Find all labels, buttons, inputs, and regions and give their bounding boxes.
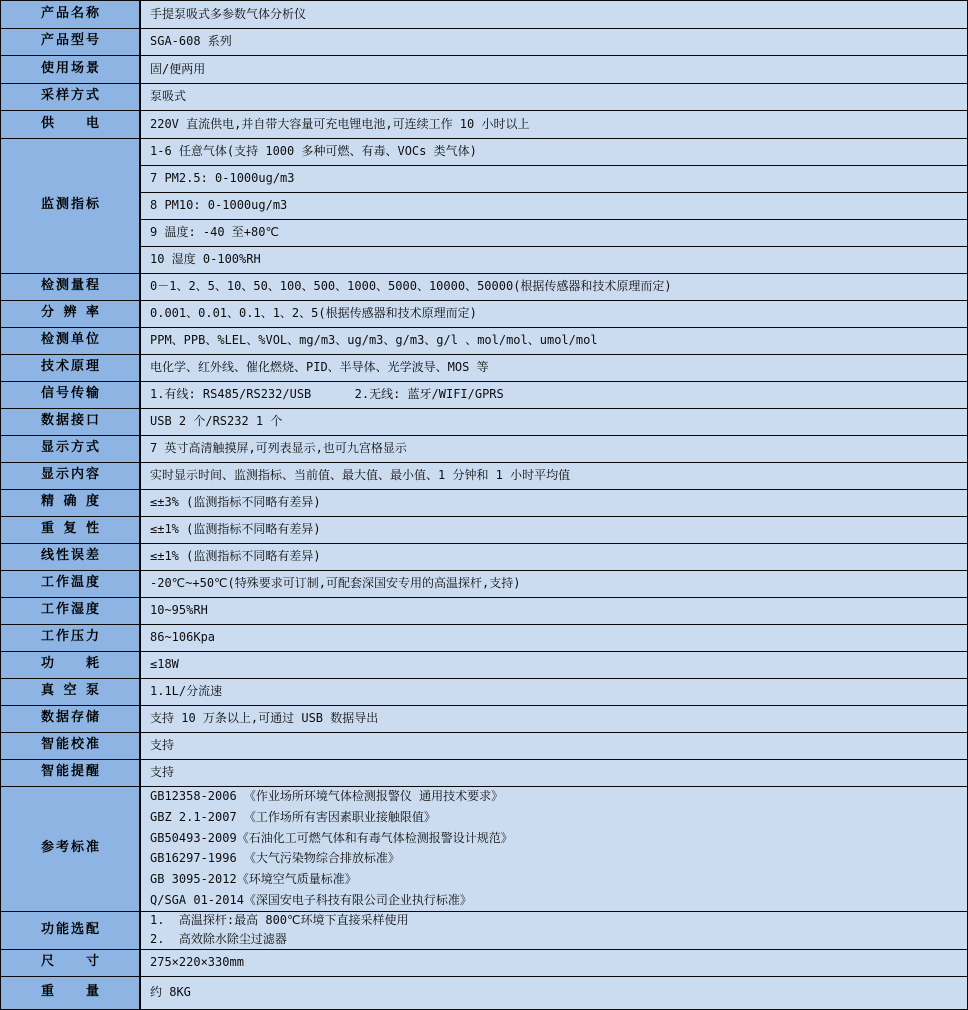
spec-value-cell	[141, 382, 967, 408]
spec-label: 数据接口	[41, 413, 99, 429]
spec-label: 使用场景	[41, 60, 99, 76]
spec-label-cell	[1, 274, 141, 300]
table-row	[1, 355, 967, 382]
spec-label-cell	[1, 950, 141, 976]
table-row	[1, 517, 967, 544]
spec-value: 10~95%RH	[150, 603, 208, 617]
spec-label: 真空泵	[41, 683, 99, 699]
table-row	[1, 29, 967, 57]
spec-label-cell	[1, 301, 141, 327]
spec-value: 1. 高温探杆:最高 800℃环境下直接采样使用	[150, 913, 409, 928]
spec-value-line	[141, 1, 967, 28]
spec-label: 数据存储	[41, 710, 99, 726]
table-row	[1, 544, 967, 571]
spec-value: 7 英寸高清触摸屏,可列表显示,也可九宫格显示	[150, 441, 407, 455]
table-row	[1, 760, 967, 787]
spec-value-line	[141, 111, 967, 138]
spec-value-line	[141, 890, 967, 911]
spec-label-cell	[1, 463, 141, 489]
spec-value-cell	[141, 679, 967, 705]
table-row	[1, 463, 967, 490]
spec-label-cell	[1, 733, 141, 759]
table-row	[1, 733, 967, 760]
spec-value-line	[141, 29, 967, 56]
spec-value-line	[141, 165, 967, 192]
table-row	[1, 950, 967, 977]
spec-value-cell	[141, 274, 967, 300]
spec-value: 8 PM10: 0-1000ug/m3	[150, 198, 288, 212]
spec-value: 0－1、2、5、10、50、100、500、1000、5000、10000、50000(根据传感器和技术原理而定)	[150, 279, 672, 293]
spec-label-cell	[1, 912, 141, 949]
spec-label: 显示方式	[41, 440, 99, 456]
spec-value: 电化学、红外线、催化燃烧、PID、半导体、光学波导、MOS 等	[150, 360, 489, 374]
spec-value-line	[141, 301, 967, 327]
spec-value-cell	[141, 56, 967, 83]
spec-value-cell	[141, 977, 967, 1010]
spec-value-cell	[141, 463, 967, 489]
spec-value: ≤±1% (监测指标不同略有差异)	[150, 549, 321, 563]
spec-value: 支持	[150, 765, 175, 779]
table-row	[1, 84, 967, 112]
spec-value: 支持	[150, 738, 175, 752]
spec-value-line	[141, 56, 967, 83]
spec-value: 支持 10 万条以上,可通过 USB 数据导出	[150, 711, 379, 725]
spec-value-cell	[141, 111, 967, 138]
spec-label: 监测指标	[41, 197, 99, 213]
spec-value: ≤±1% (监测指标不同略有差异)	[150, 522, 321, 536]
spec-value-line	[141, 733, 967, 759]
spec-label: 参考标准	[41, 840, 99, 856]
table-row	[1, 301, 967, 328]
table-row	[1, 436, 967, 463]
spec-label: 显示内容	[41, 467, 99, 483]
table-row	[1, 598, 967, 625]
spec-value: 2. 高效除水除尘过滤器	[150, 931, 287, 946]
spec-value-line	[141, 930, 967, 949]
spec-label: 采样方式	[41, 88, 99, 104]
table-row	[1, 912, 967, 950]
spec-value-cell	[141, 301, 967, 327]
table-row	[1, 111, 967, 139]
spec-value-cell	[141, 1, 967, 28]
spec-value-line	[141, 849, 967, 870]
spec-value: 1.1L/分流速	[150, 684, 223, 698]
spec-value-line	[141, 652, 967, 678]
spec-value-line	[141, 706, 967, 732]
spec-value: GB 3095-2012《环境空气质量标准》	[150, 872, 357, 887]
spec-label-cell	[1, 652, 141, 678]
spec-value-line	[141, 328, 967, 354]
spec-label: 尺寸	[41, 954, 99, 970]
table-row	[1, 1, 967, 29]
table-row	[1, 409, 967, 436]
spec-label: 工作湿度	[41, 602, 99, 618]
spec-value-line	[141, 869, 967, 890]
spec-value-line	[141, 192, 967, 219]
spec-label: 智能校准	[41, 737, 99, 753]
spec-value-cell	[141, 355, 967, 381]
spec-label: 智能提醒	[41, 764, 99, 780]
spec-value-cell	[141, 787, 967, 911]
spec-value: 9 温度: -40 至+80℃	[150, 225, 279, 239]
spec-value: 手提泵吸式多参数气体分析仪	[150, 6, 307, 21]
table-row	[1, 382, 967, 409]
spec-value: GB16297-1996 《大气污染物综合排放标准》	[150, 851, 400, 866]
spec-value: SGA-608 系列	[150, 34, 232, 49]
spec-value-cell	[141, 598, 967, 624]
spec-label-cell	[1, 977, 141, 1010]
spec-value-cell	[141, 625, 967, 651]
spec-value: ≤±3% (监测指标不同略有差异)	[150, 495, 321, 509]
spec-label: 供电	[41, 115, 99, 131]
spec-label-cell	[1, 29, 141, 56]
spec-value: 10 湿度 0-100%RH	[150, 252, 261, 266]
table-row	[1, 274, 967, 301]
spec-value: 220V 直流供电,并自带大容量可充电锂电池,可连续工作 10 小时以上	[150, 116, 530, 131]
spec-label-cell	[1, 139, 141, 273]
spec-label: 产品型号	[41, 33, 99, 49]
spec-value-cell	[141, 84, 967, 111]
spec-value-cell	[141, 760, 967, 786]
spec-value-cell	[141, 29, 967, 56]
spec-label-cell	[1, 328, 141, 354]
table-row	[1, 490, 967, 517]
table-row	[1, 977, 967, 1010]
spec-value-line	[141, 355, 967, 381]
spec-value-cell	[141, 409, 967, 435]
spec-value-line	[141, 463, 967, 489]
spec-value-cell	[141, 706, 967, 732]
spec-label-cell	[1, 84, 141, 111]
spec-label-cell	[1, 544, 141, 570]
spec-label: 重量	[41, 984, 99, 1000]
spec-label: 工作压力	[41, 629, 99, 645]
spec-label-cell	[1, 760, 141, 786]
spec-value: 86~106Kpa	[150, 630, 216, 644]
spec-label-cell	[1, 56, 141, 83]
spec-value-line	[141, 274, 967, 300]
spec-label-cell	[1, 625, 141, 651]
spec-label-cell	[1, 111, 141, 138]
spec-label-cell	[1, 679, 141, 705]
spec-label: 技术原理	[41, 359, 99, 375]
spec-label: 重复性	[41, 521, 99, 537]
table-row	[1, 56, 967, 84]
spec-value-line	[141, 436, 967, 462]
spec-value: GB50493-2009《石油化工可燃气体和有毒气体检测报警设计规范》	[150, 830, 513, 845]
spec-value: 泵吸式	[150, 89, 187, 104]
spec-label-cell	[1, 706, 141, 732]
spec-value-line	[141, 382, 967, 408]
spec-value-line	[141, 760, 967, 786]
table-row	[1, 139, 967, 274]
spec-label: 功耗	[41, 656, 99, 672]
spec-label: 信号传输	[41, 386, 99, 402]
spec-label: 检测单位	[41, 332, 99, 348]
spec-label-cell	[1, 355, 141, 381]
spec-value-cell	[141, 436, 967, 462]
spec-value: 实时显示时间、监测指标、当前值、最大值、最小值、1 分钟和 1 小时平均值	[150, 468, 571, 482]
spec-value-cell	[141, 490, 967, 516]
spec-value-line	[141, 571, 967, 597]
table-row	[1, 679, 967, 706]
spec-value: 约 8KG	[150, 985, 191, 1000]
spec-label: 线性误差	[41, 548, 99, 564]
spec-value-cell	[141, 652, 967, 678]
spec-value: 0.001、0.01、0.1、1、2、5(根据传感器和技术原理而定)	[150, 306, 477, 320]
spec-value-cell	[141, 328, 967, 354]
spec-value-cell	[141, 544, 967, 570]
spec-value: PPM、PPB、%LEL、%VOL、mg/m3、ug/m3、g/m3、g/l 、mol/mol、umol/mol	[150, 333, 598, 347]
spec-label: 工作温度	[41, 575, 99, 591]
spec-value: USB 2 个/RS232 1 个	[150, 414, 283, 428]
spec-label-cell	[1, 571, 141, 597]
spec-value: -20℃~+50℃(特殊要求可订制,可配套深国安专用的高温探杆,支持)	[150, 576, 521, 590]
spec-label-cell	[1, 409, 141, 435]
spec-value-line	[141, 598, 967, 624]
spec-value-line	[141, 977, 967, 1010]
table-row	[1, 625, 967, 652]
spec-label: 精确度	[41, 494, 99, 510]
spec-value: 1.有线: RS485/RS232/USB 2.无线: 蓝牙/WIFI/GPRS	[150, 387, 504, 401]
table-row	[1, 787, 967, 912]
spec-value: 固/便两用	[150, 61, 206, 76]
spec-value-cell	[141, 912, 967, 949]
spec-value: 275×220×330mm	[150, 955, 244, 969]
spec-value: GBZ 2.1-2007 《工作场所有害因素职业接触限值》	[150, 810, 436, 824]
spec-label-cell	[1, 598, 141, 624]
table-row	[1, 571, 967, 598]
table-row	[1, 706, 967, 733]
spec-value-line	[141, 84, 967, 111]
spec-value-line	[141, 219, 967, 246]
spec-value: GB12358-2006 《作业场所环境气体检测报警仪 通用技术要求》	[150, 789, 504, 804]
spec-value-line	[141, 828, 967, 849]
spec-value-line	[141, 950, 967, 976]
spec-label-cell	[1, 382, 141, 408]
table-row	[1, 652, 967, 679]
spec-label-cell	[1, 436, 141, 462]
spec-label-cell	[1, 517, 141, 543]
spec-value: Q/SGA 01-2014《深国安电子科技有限公司企业执行标准》	[150, 892, 472, 907]
spec-value: ≤18W	[150, 657, 179, 671]
spec-value-line	[141, 787, 967, 808]
spec-label: 产品名称	[41, 5, 99, 21]
spec-label: 功能选配	[41, 921, 99, 937]
spec-value-line	[141, 139, 967, 165]
spec-value-cell	[141, 139, 967, 273]
spec-value: 7 PM2.5: 0-1000ug/m3	[150, 171, 295, 185]
spec-label: 检测量程	[41, 278, 99, 294]
spec-label-cell	[1, 490, 141, 516]
spec-value-line	[141, 625, 967, 651]
spec-value-line	[141, 517, 967, 543]
spec-value-line	[141, 912, 967, 931]
spec-value-cell	[141, 733, 967, 759]
spec-label-cell	[1, 787, 141, 911]
spec-label-cell	[1, 1, 141, 28]
spec-value: 1-6 任意气体(支持 1000 多种可燃、有毒、VOCs 类气体)	[150, 144, 477, 158]
spec-label: 分辨率	[41, 305, 99, 321]
spec-value-line	[141, 490, 967, 516]
spec-value-line	[141, 807, 967, 828]
spec-value-line	[141, 246, 967, 273]
spec-value-cell	[141, 571, 967, 597]
table-row	[1, 328, 967, 355]
spec-value-line	[141, 409, 967, 435]
spec-value-line	[141, 544, 967, 570]
spec-value-cell	[141, 517, 967, 543]
spec-value-line	[141, 679, 967, 705]
spec-value-cell	[141, 950, 967, 976]
